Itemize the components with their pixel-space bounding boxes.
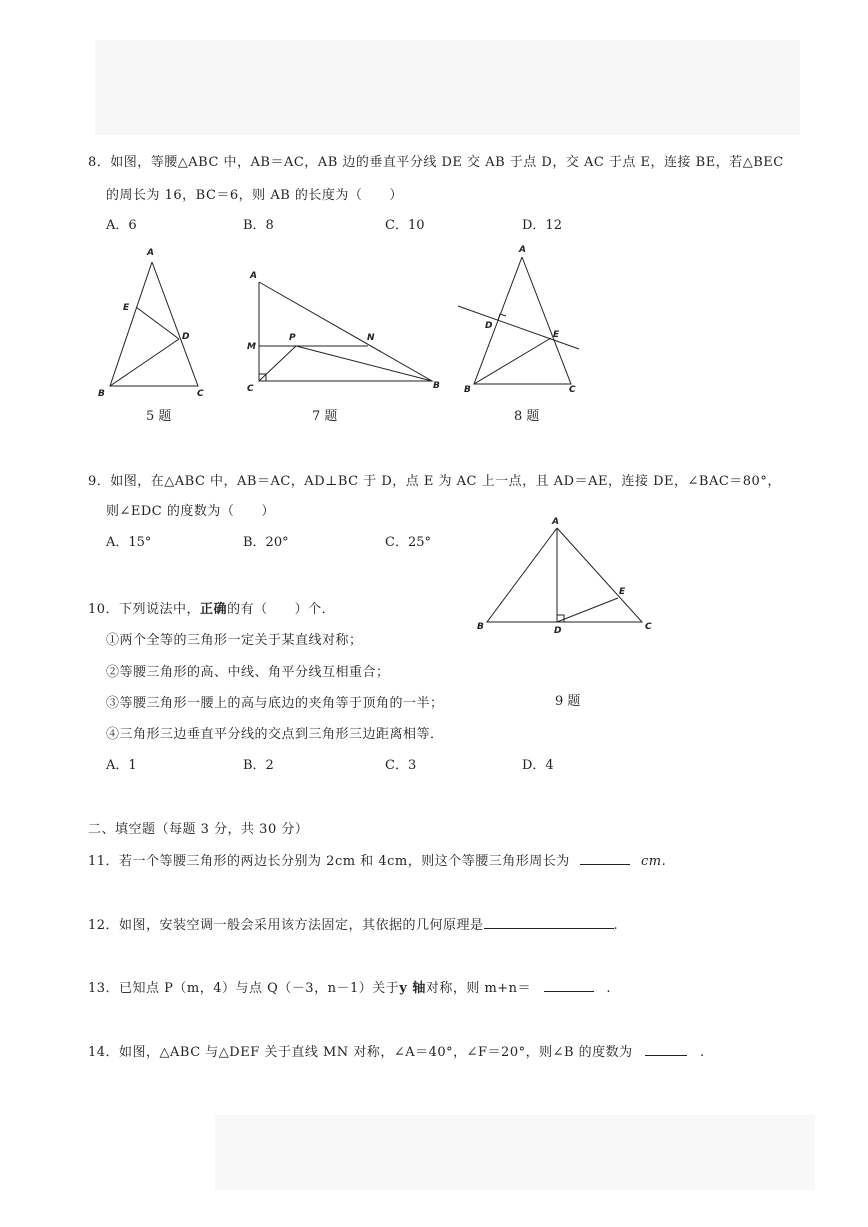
q9-option-a: A．15° [106, 535, 152, 550]
q11-answer-blank[interactable] [580, 852, 630, 865]
q12-end: . [613, 918, 619, 933]
q14 [88, 1041, 705, 1060]
fig9-label-c: C [645, 622, 652, 632]
fig8-label-b: B [464, 385, 471, 395]
q8-option-b: B．8 [243, 218, 274, 233]
q13-text-bold: y 轴 [399, 981, 426, 996]
fig7-label-a: A [250, 271, 257, 281]
fig9-label-d: D [554, 626, 562, 636]
fig7-label-n: N [367, 333, 375, 343]
q13 [88, 977, 611, 996]
scan-shading-top [95, 40, 800, 135]
fig7-label-m: M [247, 342, 256, 352]
q8-option-a: A．6 [106, 218, 137, 233]
fig7-label-b: B [433, 381, 440, 391]
q10-item-1: ①两个全等的三角形一定关于某直线对称； [106, 633, 363, 648]
q10-stem-bold: 正确 [200, 602, 228, 617]
q12-answer-blank[interactable] [484, 916, 614, 929]
q10-item-2: ②等腰三角形的高、中线、角平分线互相重合； [106, 665, 390, 680]
q8-stem-line1: 8．如图，等腰△ABC 中，AB＝AC，AB 边的垂直平分线 DE 交 AB 于点 D，交 AC 于点 E，连接 BE，若△BEC [88, 155, 784, 170]
q13-text-suffix: 对称，则 m+n＝ [425, 981, 532, 996]
q13-text-prefix: 13．已知点 P（m，4）与点 Q（－3，n－1）关于 [88, 981, 400, 996]
figure-7-right-triangle-diagram [240, 262, 455, 402]
q10-option-a: A．1 [106, 758, 137, 773]
q10-stem [88, 598, 335, 617]
q14-answer-blank[interactable] [645, 1043, 687, 1056]
fig9-label-e: E [619, 587, 626, 597]
section-2-title: 二、填空题（每题 3 分，共 30 分） [88, 822, 309, 837]
q14-end: . [699, 1045, 705, 1060]
fig9-caption: 9 题 [555, 694, 581, 709]
q10-item-3: ③等腰三角形一腰上的高与底边的夹角等于顶角的一半； [106, 696, 444, 711]
fig5-label-a: A [147, 248, 154, 258]
fig7-label-c: C [247, 384, 254, 394]
q10-stem-prefix: 10．下列说法中， [88, 602, 201, 617]
fig5-caption: 5 题 [146, 409, 172, 424]
q12-text: 12．如图，安装空调一般会采用该方法固定，其依据的几何原理是 [88, 918, 484, 933]
q13-answer-blank[interactable] [544, 979, 594, 992]
q11-text: 11．若一个等腰三角形的两边长分别为 2cm 和 4cm，则这个等腰三角形周长为 [88, 854, 570, 869]
q9-stem-line1: 9．如图，在△ABC 中，AB＝AC，AD⊥BC 于 D，点 E 为 AC 上一点，且 AD＝AE，连接 DE，∠BAC＝80°， [88, 474, 781, 489]
fig8-label-c: C [569, 385, 576, 395]
fig9-label-a: A [552, 517, 559, 527]
q9-option-b: B．20° [243, 535, 289, 550]
q13-end: . [606, 981, 611, 996]
q9-stem-line2: 则∠EDC 的度数为（ ） [106, 504, 275, 519]
q10-option-b: B．2 [243, 758, 274, 773]
fig9-label-b: B [477, 622, 484, 632]
fig7-caption: 7 题 [312, 409, 338, 424]
q12 [88, 914, 618, 933]
q14-text: 14．如图，△ABC 与△DEF 关于直线 MN 对称，∠A＝40°，∠F＝20°，则∠B 的度数为 [88, 1045, 633, 1060]
fig5-label-b: B [98, 389, 105, 399]
q9-option-c: C．25° [385, 535, 431, 550]
fig8-label-a: A [519, 245, 526, 255]
fig5-label-e: E [123, 303, 130, 313]
q11 [88, 850, 666, 869]
q10-option-d: D．4 [522, 758, 554, 773]
fig8-caption: 8 题 [514, 409, 540, 424]
q10-stem-suffix: 的有（ ）个． [227, 602, 336, 617]
q11-unit: cm. [640, 854, 667, 869]
figure-9-triangle-diagram [472, 512, 662, 637]
fig8-label-e: E [553, 330, 560, 340]
fig5-label-d: D [182, 332, 190, 342]
figure-8-triangle-perpendicular-bisector [452, 240, 587, 400]
q10-item-4: ④三角形三边垂直平分线的交点到三角形三边距离相等． [106, 727, 444, 742]
q8-option-c: C．10 [385, 218, 425, 233]
q8-option-d: D．12 [522, 218, 562, 233]
fig5-label-c: C [197, 389, 204, 399]
q10-option-c: C．3 [385, 758, 417, 773]
fig7-label-p: P [289, 333, 296, 343]
figure-5-triangle-diagram [90, 240, 220, 405]
scan-shading-bottom [215, 1115, 815, 1190]
fig8-label-d: D [485, 321, 493, 331]
q8-stem-line2: 的周长为 16，BC＝6，则 AB 的长度为（ ） [106, 188, 403, 203]
